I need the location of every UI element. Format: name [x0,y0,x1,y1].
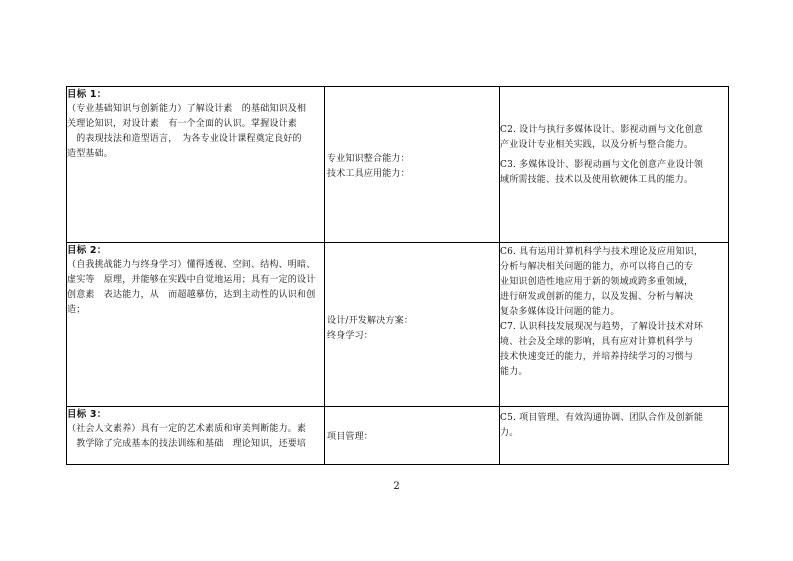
competency-cell [325,87,500,243]
outcome-paragraph: C7. 认识科技发展现况与趋势，了解设计技术对环 境、社会及全球的影响，具有应对计算机科学与 技术快速变迁的能力，并培养持续学习的习惯与 能力。 [500,322,704,377]
table-row [67,407,729,465]
outcome-paragraph: C2. 设计与执行多媒体设计、影视动画与文化创意 产业设计专业相关实践，以及分析与整合能力。 [500,125,704,150]
competency-text: 项目管理： [327,432,374,442]
goal-description: （自我挑战能力与终身学习）懂得透视、空间、结构、明暗、 虚实等 原理，并能够在实践中自觉地运用；具有一定的设计 创意素 表达能力，从 而超越摹仿，达到主动性的认识和创 造； [67,260,316,315]
outcome-paragraph: C6. 具有运用计算机科学与技术理论及应用知识， 分析与解决相关问题的能力，亦可以将自己的专 业知识创造性地应用于新的领域或跨多重领域， 进行研发或创新的能力，以及发掘、分析与解决 复杂多媒体设计问题的能力。 [500,247,704,317]
outcome-cell [500,87,729,243]
outcome-paragraph: C5. 项目管理、有效沟通协调、团队合作及创新能 力。 [500,413,704,438]
page-number: 2 [393,481,400,492]
goal-cell [67,243,325,407]
goal-cell [67,87,325,243]
goal-description: （专业基础知识与创新能力）了解设计素 的基础知识及相 关理论知识，对设计素 有一个全面的认识。掌握设计素 的表现技法和造型语言， 为各专业设计课程奠定良好的 造型基础。 [67,104,307,159]
competency-cell [325,407,500,465]
goal-cell [67,407,325,465]
course-objectives-table [66,86,729,465]
goal-title: 目标 2： [67,245,107,256]
competency-cell [325,243,500,407]
outcome-cell [500,407,729,465]
outcome-cell [500,243,729,407]
goal-title: 目标 3： [67,409,107,420]
goal-description: （社会人文素养）具有一定的艺术素质和审美判断能力。素 教学除了完成基本的技法训练和基础 理论知识，还要培 [67,424,307,449]
outcome-paragraph: C3. 多媒体设计、影视动画与文化创意产业设计领 域所需技能、技术以及使用软硬体工具的能力。 [500,160,704,185]
table-row [67,243,729,407]
goal-title: 目标 1： [67,89,107,100]
table-row [67,87,729,243]
competency-text: 设计/开发解决方案： 终身学习： [327,316,414,341]
competency-text: 专业知识整合能力： 技术工具应用能力： [327,154,410,179]
